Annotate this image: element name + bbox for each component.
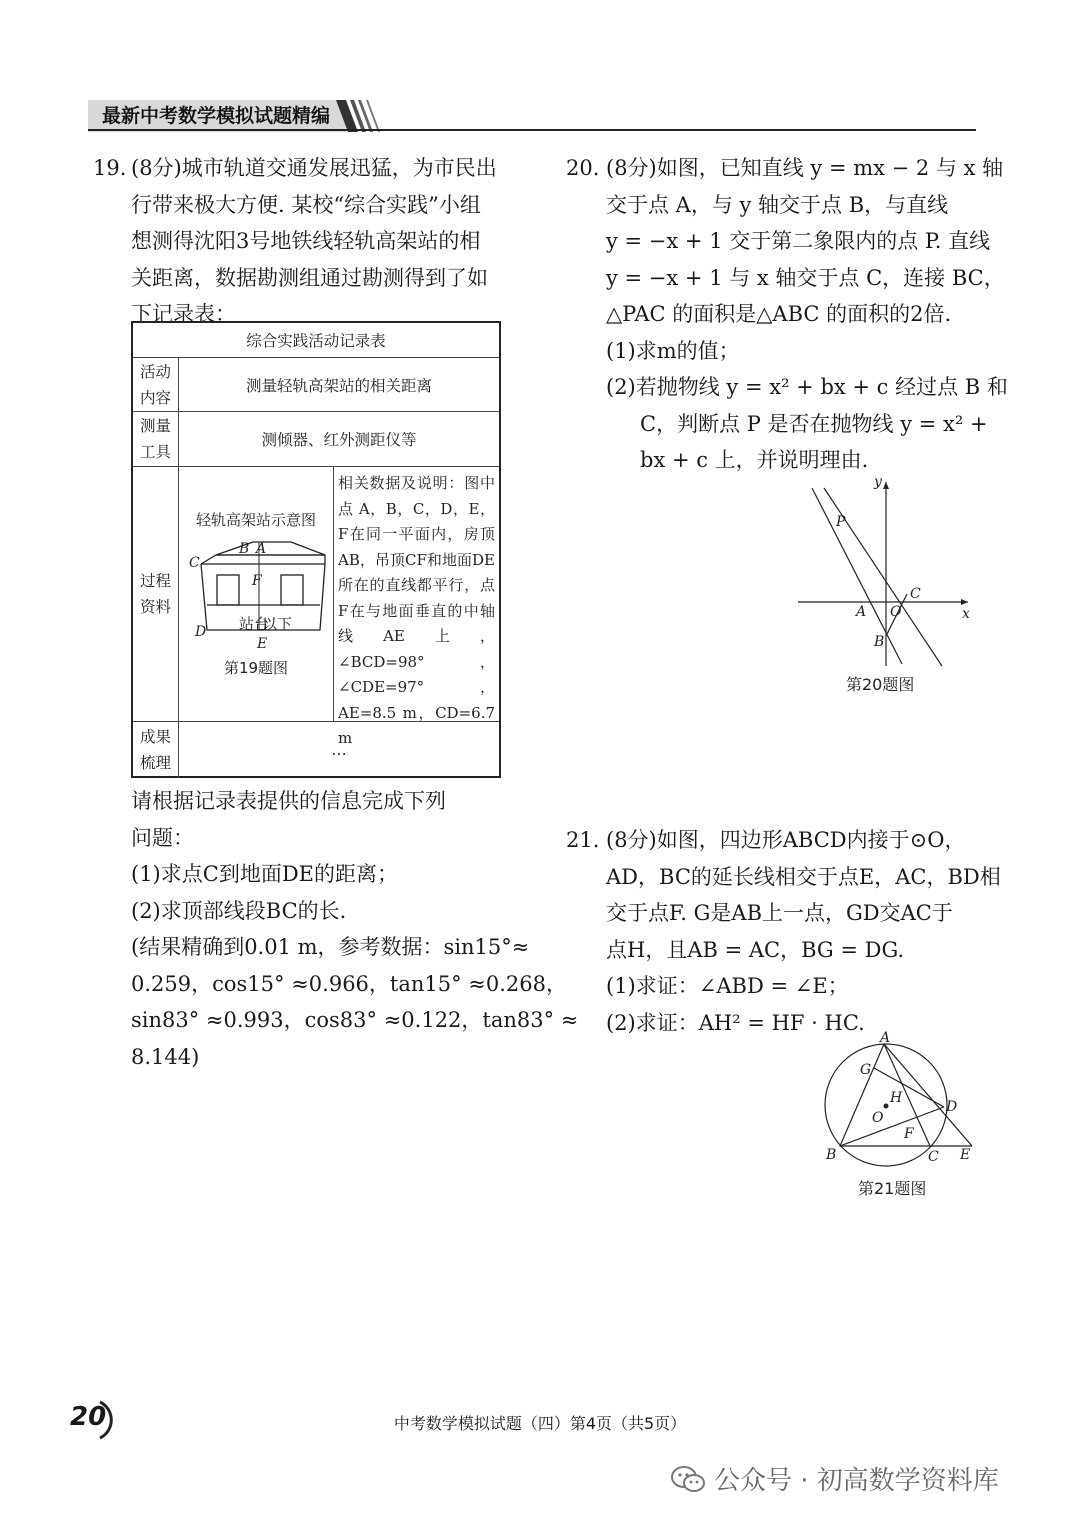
q21-line: (8分)如图，四边形ABCD内接于⊙O，: [606, 828, 966, 852]
header-rule: [88, 129, 976, 131]
watermark-text: 公众号 · 初高数学资料库: [714, 1466, 999, 1496]
label-H: H: [890, 1090, 903, 1106]
q19-line: 行带来极大方便. 某校“综合实践”小组: [131, 192, 481, 217]
table-row: [133, 722, 499, 778]
page-number: 20: [70, 1402, 107, 1432]
q19-line: 0.259，cos15° ≈0.966，tan15° ≈0.268，: [131, 971, 568, 996]
q19-line: (1)求点C到地面DE的距离；: [131, 862, 398, 886]
q21-line: 交于点F. G是AB上一点，GD交AC于: [606, 901, 953, 925]
q20-caption: 第20题图: [846, 675, 915, 694]
table-title-row: [133, 323, 499, 358]
footer-text: 中考数学模拟试题（四）第4页（共5页）: [393, 1414, 687, 1433]
q20-figure: [790, 470, 980, 670]
q21-caption: 第21题图: [858, 1179, 927, 1198]
q21-number: 21.: [566, 828, 600, 852]
row-label: 活动 内容: [133, 358, 179, 411]
q20-statement: [606, 150, 1008, 479]
label-E: E: [960, 1147, 971, 1163]
q19-line: 下记录表：: [131, 302, 236, 326]
q19-number: 19.: [93, 156, 127, 180]
row-value: 测倾器、红外测距仪等: [261, 431, 417, 449]
label-below: 以下: [262, 614, 293, 633]
watermark: [670, 1460, 999, 1497]
label-P: P: [836, 514, 846, 530]
q19-line: (结果精确到0.01 m，参考数据：sin15°≈: [131, 935, 530, 959]
table-row: [133, 412, 499, 467]
q21-line: (1)求证：∠ABD = ∠E；: [606, 974, 849, 998]
label-A: A: [880, 1030, 891, 1046]
record-table: [131, 321, 501, 778]
label-F: F: [252, 572, 262, 589]
q21-line: AD，BC的延长线相交于点E，AC，BD相: [606, 864, 1001, 889]
q20-line: C，判断点 P 是否在抛物线 y = x² +: [640, 411, 988, 436]
row-value: 测量轻轨高架站的相关距离: [245, 376, 432, 395]
row-label: 成果 梳理: [133, 722, 179, 778]
q21-figure: [818, 1028, 980, 1168]
label-G: G: [860, 1062, 872, 1078]
label-D: D: [946, 1099, 958, 1115]
q19-line: 想测得沈阳3号地铁线轻轨高架站的相: [131, 229, 481, 253]
wechat-icon: [670, 1465, 706, 1493]
label-C: C: [910, 586, 921, 602]
q21-line: (2)求证：AH² = HF · HC.: [606, 1010, 865, 1035]
q19-line: (2)求顶部线段BC的长.: [131, 898, 347, 923]
row-value: …: [331, 741, 347, 759]
row-label: 测量 工具: [133, 412, 179, 466]
table-row: [133, 467, 499, 747]
label-F: F: [904, 1126, 914, 1142]
label-x: x: [962, 606, 970, 622]
q19-line: 请根据记录表提供的信息完成下列: [131, 789, 446, 813]
header-banner: 最新中考数学模拟试题精编: [88, 100, 346, 132]
label-E: E: [257, 635, 268, 652]
label-C: C: [189, 554, 200, 571]
label-O: O: [890, 604, 902, 620]
q20-line: y = −x + 1 与 x 轴交于点 C，连接 BC，: [606, 265, 1005, 290]
diagram-cell: [179, 467, 334, 721]
q20-number: 20.: [566, 156, 600, 180]
q20-line: 交于点 A，与 y 轴交于点 B，与直线: [606, 192, 949, 217]
label-y: y: [874, 474, 882, 490]
station-diagram: [179, 467, 333, 722]
q20-line: (8分)如图，已知直线 y = mx − 2 与 x 轴: [606, 156, 1004, 180]
q19-line: 8.144): [131, 1044, 200, 1069]
label-O: O: [872, 1110, 884, 1126]
q20-line: (2)若抛物线 y = x² + bx + c 经过点 B 和: [606, 375, 1008, 399]
table-title: 综合实践活动记录表: [246, 332, 386, 350]
q19-line: 问题：: [131, 825, 194, 850]
q19-line: sin83° ≈0.993，cos83° ≈0.122，tan83° ≈: [131, 1008, 579, 1032]
q19-statement: [131, 150, 497, 333]
table-row: [133, 358, 499, 412]
row-label: 过程 资料: [133, 467, 179, 721]
label-platform: 站台: [239, 614, 270, 633]
q19-line: (8分)城市轨道交通发展迅猛，为市民出: [131, 156, 497, 180]
q20-line: △PAC 的面积是△ABC 的面积的2倍.: [606, 302, 952, 326]
label-C: C: [928, 1149, 939, 1165]
data-note: 相关数据及说明：图中点 A，B，C，D，E，F在同一平面内，房顶AB，吊顶CF和地面DE所在的直线都平行，点F在与地面垂直的中轴线AE上，∠BCD=98°，∠CDE=97°，AE=8.5 m，CD=6.7 m: [338, 474, 495, 747]
label-B: B: [239, 540, 250, 557]
q20-line: y = −x + 1 交于第二象限内的点 P. 直线: [606, 229, 991, 253]
label-A: A: [256, 540, 267, 557]
q19-line: 关距离，数据勘测组通过勘测得到了如: [131, 265, 488, 290]
q21-statement: [606, 822, 1001, 1041]
diagram-title: 轻轨高架站示意图: [195, 510, 317, 529]
diagram-caption: 第19题图: [223, 658, 289, 677]
q20-line: (1)求m的值；: [606, 338, 740, 363]
q20-line: bx + c 上，并说明理由.: [640, 448, 869, 472]
label-B: B: [826, 1147, 837, 1163]
label-A: A: [856, 604, 867, 620]
label-D: D: [195, 623, 207, 640]
q21-line: 点H，且AB = AC，BG = DG.: [606, 937, 905, 962]
q19-subquestions: [131, 783, 578, 1075]
label-B: B: [874, 634, 885, 650]
